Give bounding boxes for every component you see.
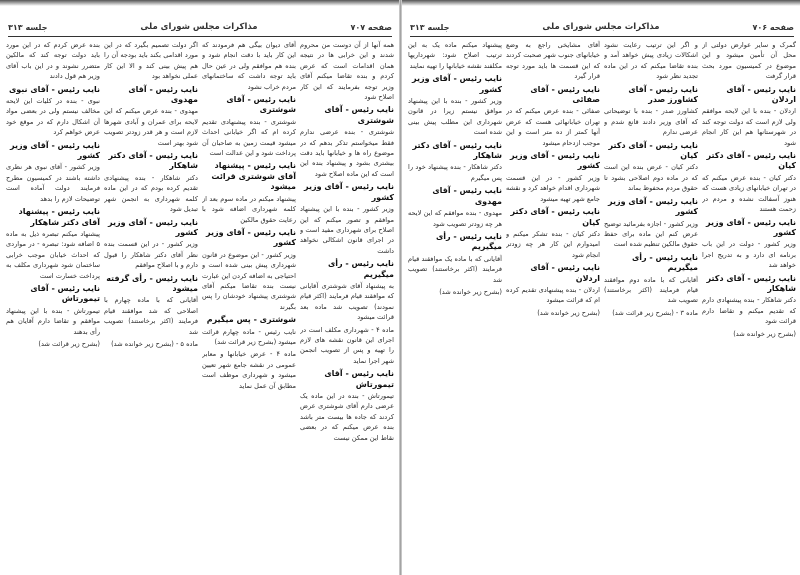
speaker-heading: نایب رئیس - آقای وزیر کشور <box>510 151 600 171</box>
paragraph: صفائی - بنده عرض میکنم که در تهران خیابانهائی هست که عرض آنها کمتر از ده متر است و این موجب ازدحام میشود <box>506 107 600 147</box>
text-column <box>408 40 502 571</box>
paragraph: پیشنهاد میکنم ماده یک به این ترتیب اصلاح شود: شهرداریها مکلفند نقشه خیابانها را تهیه نمایند <box>408 41 502 70</box>
text-column <box>202 40 296 571</box>
paragraph: ماده ۴ - عرض خیابانها و معابر عمومی در نقشه جامع شهر تعیین میشود و شهرداری موظف است مطابق آن عمل نماید <box>202 350 296 390</box>
paragraph: به پیشنهاد آقای شوشتری آقایانی که موافقند قیام فرمایند (اکثر قیام نمودند) تصویب شد ماده بعد قرائت میشود <box>300 281 394 322</box>
speaker-heading: نایب رئیس - آقای وزیر کشور <box>412 74 502 94</box>
paragraph: ماده ۳ - (بشرح زیر قرائت شد) <box>612 308 698 317</box>
speaker-heading: نایب رئیس - آقای دکتر شاهکار <box>706 273 796 293</box>
paragraph: آقایانی که با ماده دوم موافقند قیام فرمایند (اکثر برخاستند) تصویب شد <box>604 275 698 305</box>
page-number: صفحه ۷۰۷ <box>350 22 392 32</box>
paragraph: ماده ۴ - شهرداری مکلف است در اجرای این قانون نقشه های لازم را تهیه و پس از تصویب انجمن شهر اجرا نماید <box>300 325 394 365</box>
left-page <box>2 8 398 575</box>
speaker-heading: نایب رئیس - آقای وزیر کشور <box>706 217 796 237</box>
page-header <box>8 20 392 37</box>
page-title: مذاکرات مجلس شورای ملی <box>140 22 258 32</box>
paragraph: دکتر شاهکار - بنده پیشنهادی دارم که تقدیم میکنم و تقاضا دارم قرائت شود <box>702 296 796 326</box>
paragraph: وزیر کشور - این موضوع در قانون شهرداری پیش بینی شده است و احتیاجی به اضافه کردن این عبارت نیست بنده تقاضا میکنم آقای شوشتری پیشنهاد خودشان را پس بگیرند <box>202 250 296 311</box>
page-title: مذاکرات مجلس شورای ملی <box>542 22 660 32</box>
speaker-heading: نایب رئیس - پیشنهاد آقای دکتر شاهکار <box>18 207 100 227</box>
speaker-heading: نایب رئیس - آقای وزیر کشور <box>206 227 296 248</box>
speaker-heading: نایب رئیس - آقای مهدوی <box>128 84 198 105</box>
speaker-heading: نایب رئیس - آقای صفائی <box>530 84 600 105</box>
paragraph: دکتر کیان - عرض بنده این است که در ماده دوم اصلاحی بشود تا حقوق مردم محفوظ بماند <box>604 163 698 193</box>
paragraph: نبوی - بنده در کلیات این لایحه مخالف نیستم ولی در بعضی مواد آن اشکال دارم که در موقع خود عرض خواهم کرد <box>6 97 100 137</box>
speaker-heading: نایب رئیس - آقای اردلان <box>726 84 796 105</box>
paragraph: (بشرح زیر خوانده شد) <box>733 329 796 338</box>
speaker-heading: نایب رئیس - آقای دکتر شاهکار <box>412 140 502 161</box>
speaker-heading: نایب رئیس - آقای وزیر کشور <box>608 196 698 217</box>
paragraph: پیشنهاد میکنم در ماده سوم بعد از کلمه شهرداری اضافه شود با رعایت حقوق مالکین <box>202 194 296 224</box>
speaker-heading: نایب رئیس - آقای دکتر کیان <box>510 207 600 227</box>
paragraph: دکتر کیان - بنده عرض میکنم که در تهران خیابانهای زیادی هست که هنوز آسفالت نشده و مردم در زحمت هستند <box>702 173 796 214</box>
paragraph: و اگر این ترتیب رعایت نشود اشکالات زیادی پیش خواهد آمد و بنده تقاضا میکنم که در این ماده تجدید نظر شود <box>604 41 698 81</box>
paragraph: نایب رئیس - ماده چهارم قرائت میشود (بشرح زیر قرائت شد) <box>202 327 296 346</box>
paragraph: وزیر کشور - دولت در این باب برنامه ای دارد و به تدریج اجرا خواهد شد <box>702 240 796 270</box>
paragraph: گمرک و سایر عوارض دولتی از محل آن تأمین میشود و این موضوع در کمیسیون مورد بحث قرار گرفت <box>702 41 796 81</box>
text-column <box>506 40 600 571</box>
speaker-heading: نایب رئیس - آقای دکتر کیان <box>608 140 698 161</box>
speaker-heading: نایب رئیس - رأی میگیریم <box>327 259 394 279</box>
text-column <box>104 40 198 571</box>
paragraph: وزیر کشور - اجازه بفرمائید توضیح عرض کنم این ماده برای حفظ حقوق مالکین تنظیم شده است <box>604 219 698 249</box>
paragraph: وزیر کشور - بنده با این پیشنهاد موافقم و تصور میکنم که این اصلاح برای شهرداری مفید است و در اجرای قانون اشکالی نخواهد داشت <box>300 205 394 255</box>
speaker-heading: نایب رئیس - آقای وزیر کشور <box>108 217 198 237</box>
paragraph: شوشتری - بنده عرضی ندارم فقط میخواستم تذکر بدهم که در موضوع راه ها و خیابانها باید دقت بیشتری بشود و پیشنهاد بنده این است که این ماده اصلاح شود <box>300 128 394 178</box>
speaker-heading: نایب رئیس - آقای تیمورتاش <box>324 369 394 389</box>
paragraph: وزیر کشور - در این قسمت شهرداری اقدام خواهد کرد و نقشه جامع شهر تهیه میشود <box>506 173 600 203</box>
speaker-heading: نایب رئیس - آقای وزیر کشور <box>10 140 100 161</box>
paragraph: آقایانی که با ماده یک موافقند قیام فرمایند (اکثر برخاستند) تصویب شد <box>408 254 502 284</box>
book-gutter <box>399 0 402 575</box>
speaker-heading: نایب رئیس - آقای شوشتری <box>226 95 296 115</box>
paragraph: مهدوی - بنده عرض میکنم که این لایحه برای عمران و آبادی شهرها لازم است و هر قدر زودتر تصویب شود بهتر است <box>104 107 198 147</box>
paragraph: وزیر کشور - بنده با این پیشنهاد موافق نیستم زیرا در قانون شهرداری این مطلب پیش بینی شده است <box>408 97 502 137</box>
paragraph: (بشرح زیر قرائت شد) <box>38 339 100 348</box>
page-number: صفحه ۷۰۶ <box>752 22 794 32</box>
paragraph: تیمورتاش - بنده در این ماده یک عرضی دارم آقای شوشتری عرض کردند که جاده ها بیست متر باشد بنده عرض میکنم که در بعضی نقاط این ممکن نیست <box>300 392 394 442</box>
speaker-heading: نایب رئیس - آقای تیمورتاش <box>30 283 100 304</box>
paragraph: دکتر شاهکار - بنده پیشنهادی تقدیم کرده بودم که در این ماده کلمه شهرداری به انجمن شهر تبدیل شود <box>104 173 198 214</box>
speaker-heading: نایب رئیس - آقای نبوی <box>8 84 100 94</box>
speaker-heading: نایب رئیس - آقای مهدوی <box>432 186 502 206</box>
paragraph: کشاورز صدر - بنده با توضیحاتی که آقای وزیر دادند قانع شدم و عرضی ندارم <box>604 107 698 137</box>
page-header <box>410 20 794 37</box>
session-number: جلسه ۳۱۳ <box>8 22 48 32</box>
text-columns <box>408 40 796 571</box>
paragraph: اردلان - بنده پیشنهادی تقدیم کرده ام که قرائت میشود <box>506 285 600 305</box>
paragraph: دکتر شاهکار - بنده پیشنهاد خود را پس میگیرم <box>408 163 502 182</box>
paragraph: مهدوی - بنده موافقم که این لایحه هر چه زودتر تصویب شود <box>408 209 502 228</box>
speaker-heading: شوشتری - پس میگیرم <box>206 315 296 325</box>
speaker-heading: نایب رئیس - پیشنهاد آقای شوشتری قرائت میشود <box>211 161 296 192</box>
right-page <box>404 8 800 575</box>
paragraph: اگر دولت تصمیم بگیرد که در این مورد اقدامی بکند باید بودجه آن را هم پیش بینی کند و الا این کار عملی نخواهد بود <box>104 41 198 81</box>
paragraph: وزیر کشور - در این قسمت بنده نظر آقای دکتر شاهکار را قبول دارم و با اصلاح موافقم <box>104 240 198 270</box>
speaker-heading: نایب رئیس - آقای شوشتری <box>324 105 394 125</box>
paragraph: آقایانی که با ماده چهارم با اصلاحی که شد موافقند قیام فرمایند (اکثر برخاستند) تصویب شد <box>104 296 198 336</box>
speaker-heading: نایب رئیس - آقای دکتر شاهکار <box>108 151 198 171</box>
text-column <box>6 40 100 571</box>
paragraph: اردلان - بنده با این لایحه موافقم ولی لازم است که دولت توجه کند در شهرستانها هم این کار انجام شود <box>702 107 796 147</box>
paragraph: بنده عرض کردم که در این مورد باید دولت توجه کند که مالکین متضرر نشوند و در این باب آقای وزیر هم قول دادند <box>6 41 100 81</box>
paragraph: آقای مشایخی راجع به وضع خیابانهای جنوب شهر صحبت کردند که این قسمت ها باید مورد توجه قرار گیرد <box>506 41 600 81</box>
paragraph: ماده ۵ - (بشرح زیر خوانده شد) <box>111 339 198 348</box>
session-number: جلسه ۳۱۳ <box>410 22 450 32</box>
speaker-heading: نایب رئیس - آقای کشاورز صدر <box>628 84 698 105</box>
paragraph: تیمورتاش - بنده با این پیشنهاد موافقم و تقاضا دارم آقایان هم رأی بدهند <box>6 306 100 336</box>
paragraph: پیشنهاد میکنم تبصره ذیل به ماده ۵ اضافه شود: تبصره - در مواردی که احداث خیابان موجب خرابی ساختمان شود شهرداری مکلف به پرداخت خسارت است <box>6 229 100 280</box>
text-column <box>702 40 796 571</box>
paragraph: (بشرح زیر خوانده شد) <box>537 308 600 317</box>
text-column <box>300 40 394 571</box>
paragraph: آقای دیوان بیگی هم فرمودند که این کار باید با دقت انجام شود و بنده هم موافقم ولی در عین حال باید توجه داشت که ساختمانهای مردم خراب نشود <box>202 41 296 91</box>
paragraph: وزیر کشور - آقای نبوی هر نظری داشته باشند در کمیسیون مطرح فرمایند دولت آماده است توضیحات لازم را بدهد <box>6 163 100 203</box>
speaker-heading: نایب رئیس - آقای اردلان <box>530 263 600 283</box>
speaker-heading: نایب رئیس - آقای وزیر کشور <box>304 182 394 202</box>
text-columns <box>6 40 394 571</box>
paragraph: همه آنها از آن دوست من محروم شدند و این خرابی ها در نتیجه همان اقدامات است که عرض کردم و بنده تقاضا میکنم آقای وزیر توجه بفرمایند که این کار اصلاح شود <box>300 41 394 102</box>
speaker-heading: نایب رئیس - آقای دکتر کیان <box>706 151 796 171</box>
speaker-heading: نایب رئیس - رأی میگیریم <box>631 252 698 273</box>
speaker-heading: نایب رئیس - رأی میگیریم <box>435 231 502 252</box>
speaker-heading: نایب رئیس - رأی گرفته میشود <box>106 273 198 293</box>
text-column <box>604 40 698 571</box>
paragraph: (بشرح زیر خوانده شد) <box>439 287 502 296</box>
paragraph: دکتر کیان - بنده تشکر میکنم و امیدوارم این کار هر چه زودتر انجام شود <box>506 229 600 259</box>
paragraph: شوشتری - بنده پیشنهادی تقدیم کرده ام که اگر خیابانی احداث میشود قیمت زمین به صاحبان آن پرداخت شود و این عدالت است <box>202 117 296 158</box>
